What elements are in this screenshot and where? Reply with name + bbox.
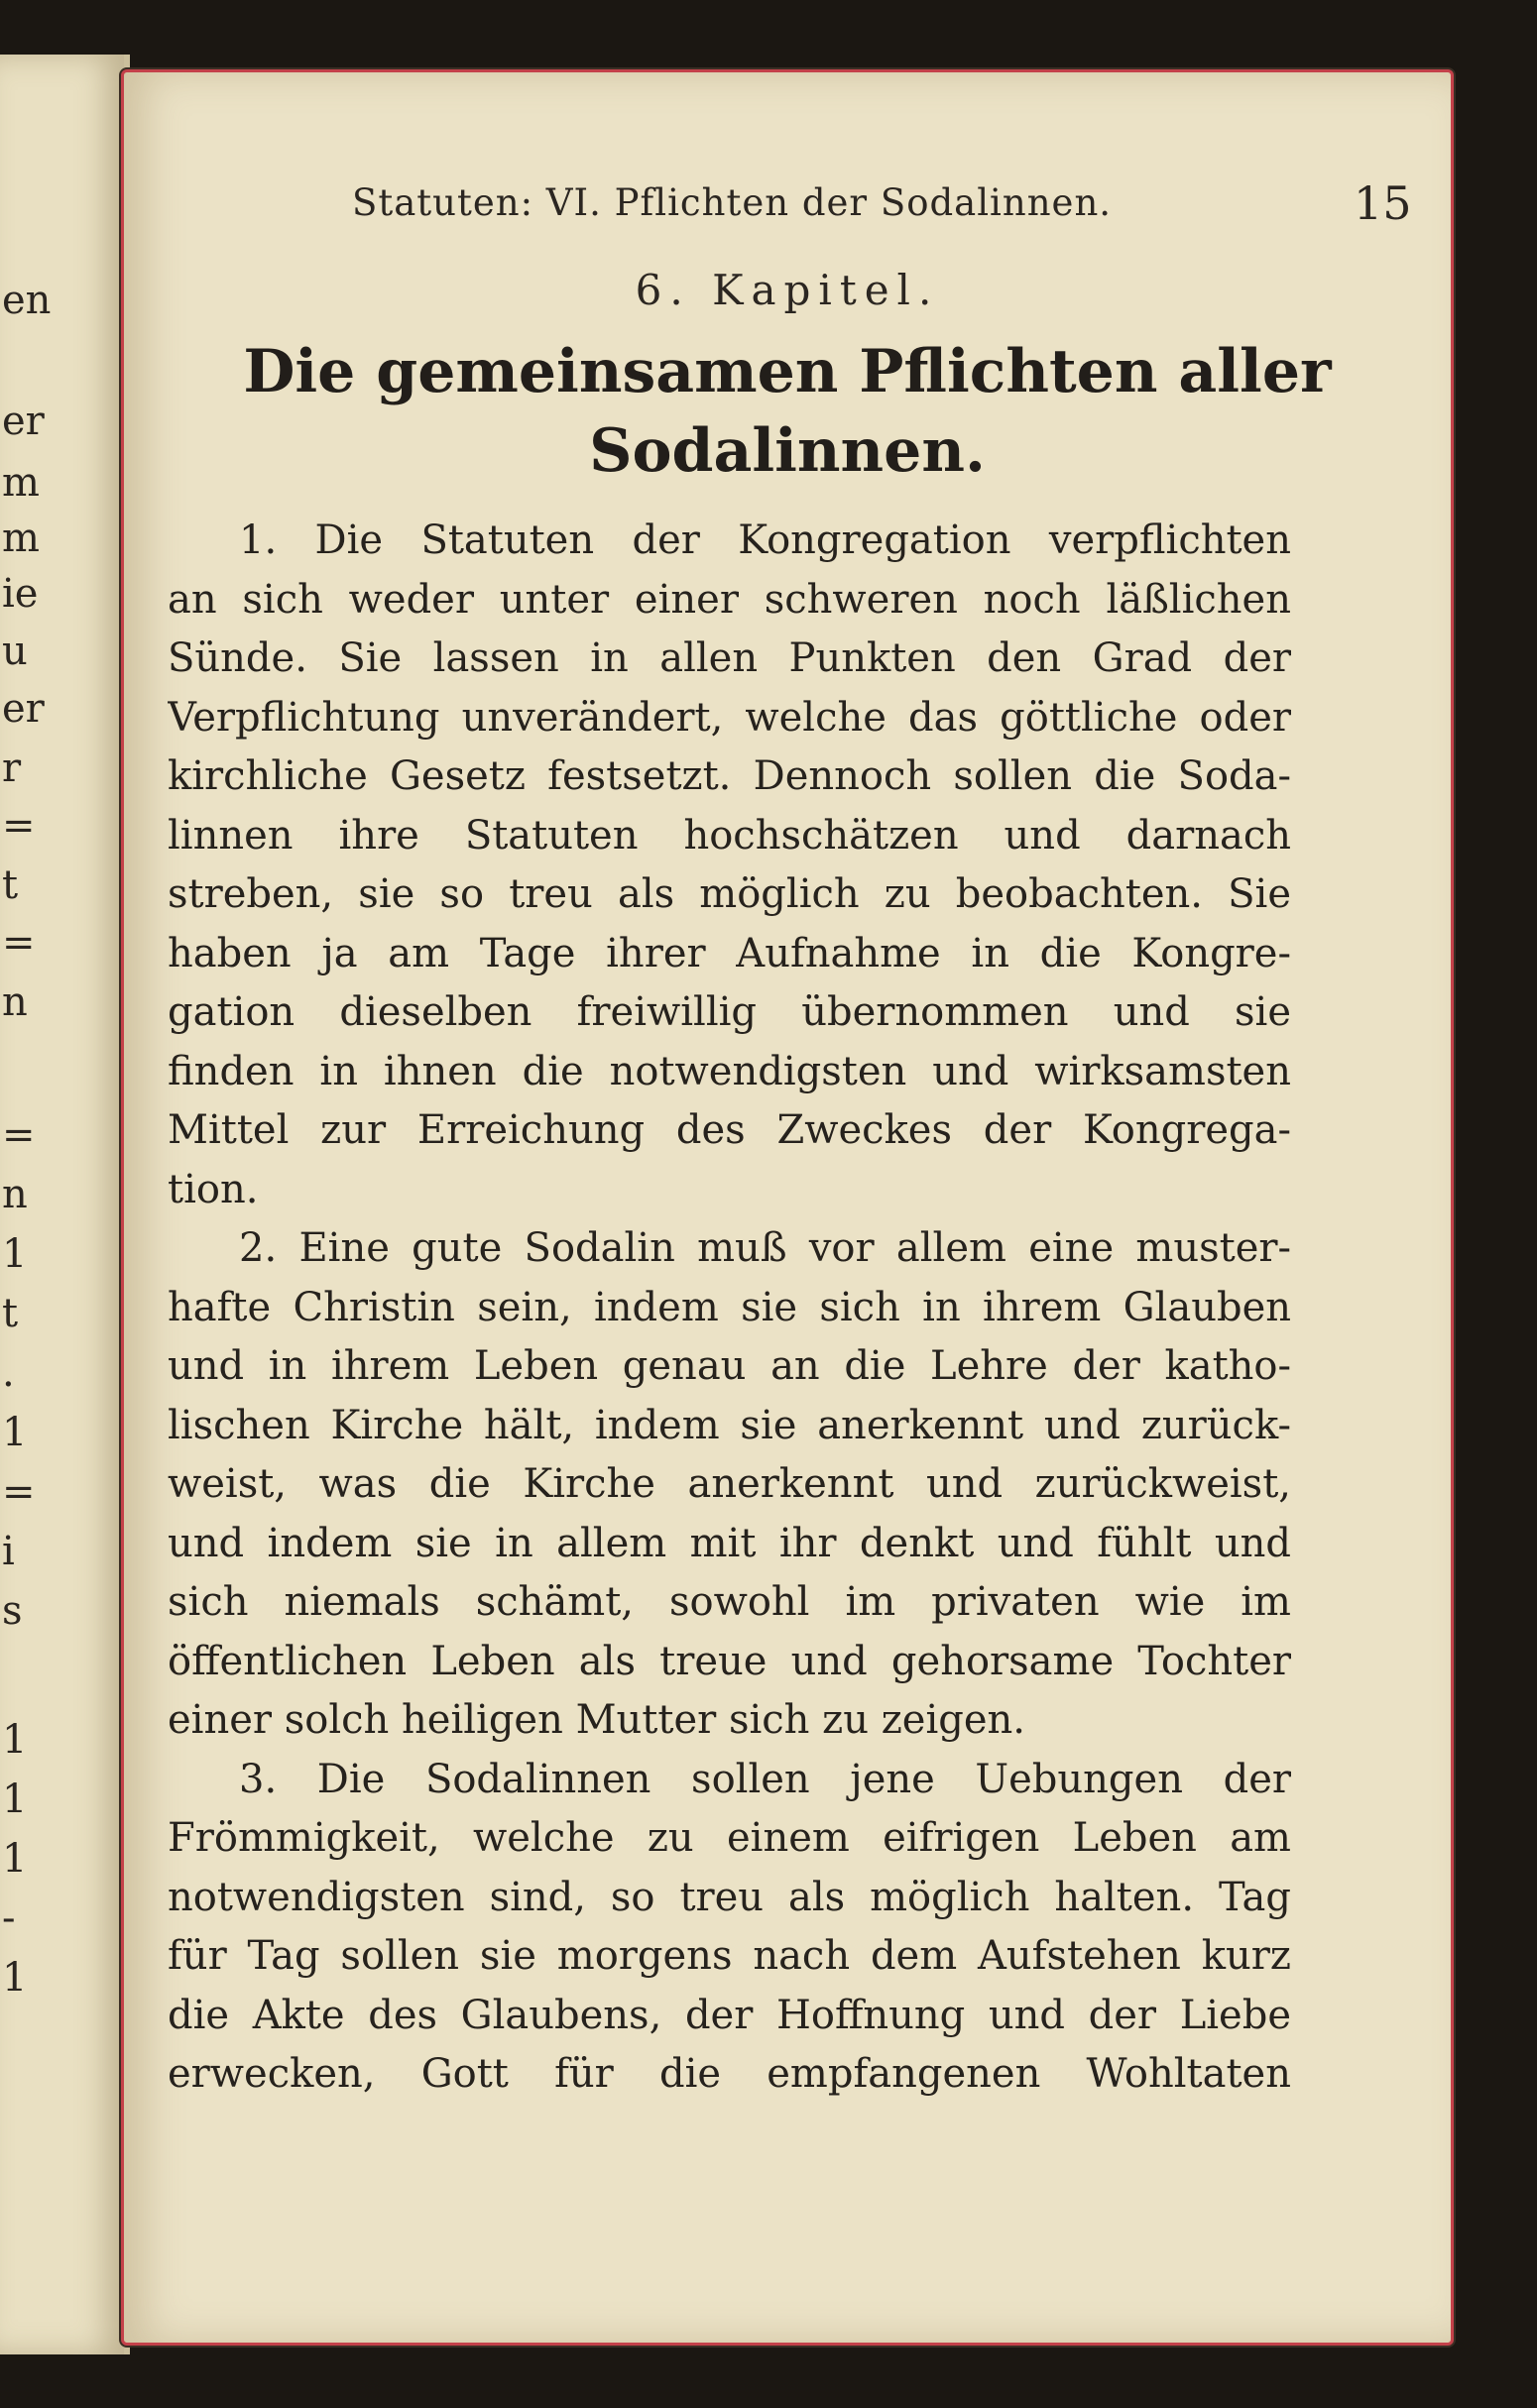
text-line: streben, sie so treu als möglich zu beobachten. Sie <box>168 871 1291 917</box>
left-page-fragment: = <box>2 920 36 966</box>
chapter-title-line: Die gemeinsamen Pflichten aller <box>243 337 1332 406</box>
left-page-fragment: 1 <box>2 1955 28 2001</box>
text-line: hafte Christin sein, indem sie sich in ihrem Glauben <box>168 1284 1291 1330</box>
text-line: kirchliche Gesetz festsetzt. Dennoch sollen die Soda- <box>168 753 1291 799</box>
left-page-fragment: t <box>2 1291 19 1336</box>
left-page-fragment: m <box>2 460 40 506</box>
paragraph-3 <box>168 1751 1291 2105</box>
left-page-fragment: = <box>2 803 36 849</box>
text-line: und in ihrem Leben genau an die Lehre der katho- <box>168 1343 1291 1389</box>
left-page-fragment: r <box>2 745 22 791</box>
book-page <box>121 69 1454 2346</box>
left-page-fragment: 1 <box>2 1777 28 1822</box>
text-line: finden in ihnen die notwendigsten und wirksamsten <box>168 1048 1291 1094</box>
left-page-fragment: en <box>2 278 52 323</box>
text-line: und indem sie in allem mit ihr denkt und fühlt und <box>168 1520 1291 1566</box>
text-line: einer solch heiligen Mutter sich zu zeigen. <box>168 1697 1025 1743</box>
text-line: öffentlichen Leben als treue und gehorsame Tochter <box>168 1638 1291 1684</box>
text-line: 3. Die Sodalinnen sollen jene Uebungen der <box>239 1756 1291 1802</box>
chapter-title <box>124 332 1451 491</box>
text-line: Sünde. Sie lassen in allen Punkten den Grad der <box>168 635 1291 681</box>
left-page-fragment: m <box>2 516 40 561</box>
text-line: die Akte des Glaubens, der Hoffnung und der Liebe <box>168 1992 1291 2038</box>
body-text <box>168 512 1291 2105</box>
left-page-fragment: ie <box>2 571 39 617</box>
left-page-fragment: s <box>2 1588 23 1634</box>
text-line: für Tag sollen sie morgens nach dem Aufstehen kurz <box>168 1933 1291 1979</box>
text-line: sich niemals schämt, sowohl im privaten wie im <box>168 1579 1291 1625</box>
running-head: Statuten: VI. Pflichten der Sodalinnen. <box>352 181 1113 224</box>
text-line: tion. <box>168 1166 259 1212</box>
text-line: 1. Die Statuten der Kongregation verpflichten <box>239 517 1291 563</box>
text-line: lischen Kirche hält, indem sie anerkennt und zurück- <box>168 1402 1291 1448</box>
paragraph-1 <box>168 512 1291 1219</box>
left-page-fragment: . <box>2 1350 15 1396</box>
left-page-fragment: 1 <box>2 1231 28 1277</box>
text-line: Frömmigkeit, welche zu einem eifrigen Leben am <box>168 1815 1291 1861</box>
paragraph-2 <box>168 1219 1291 1751</box>
left-page-fragment: t <box>2 862 19 908</box>
text-line: Verpflichtung unverändert, welche das göttliche oder <box>168 694 1291 741</box>
left-page-fragment: er <box>2 686 45 732</box>
left-page-fragment: = <box>2 1469 36 1515</box>
text-line: gation dieselben freiwillig übernommen und sie <box>168 989 1291 1035</box>
left-page-fragment: 1 <box>2 1410 28 1455</box>
text-line: haben ja am Tage ihrer Aufnahme in die Kongre- <box>168 930 1291 976</box>
left-page-edge <box>0 55 130 2354</box>
text-line: Mittel zur Erreichung des Zweckes der Kongrega- <box>168 1107 1291 1153</box>
text-line: erwecken, Gott für die empfangenen Wohltaten <box>168 2051 1291 2097</box>
page-number: 15 <box>1354 176 1412 230</box>
left-page-fragment: er <box>2 399 45 444</box>
left-page-fragment: - <box>2 1895 16 1941</box>
left-page-fragment: i <box>2 1529 15 1574</box>
text-line: 2. Eine gute Sodalin muß vor allem eine muster- <box>239 1225 1291 1271</box>
left-page-fragment: n <box>2 979 28 1025</box>
left-page-fragment: = <box>2 1112 36 1158</box>
left-page-fragment: 1 <box>2 1836 28 1882</box>
left-page-fragment: u <box>2 629 28 674</box>
chapter-label: 6. Kapitel. <box>635 266 940 314</box>
left-page-fragment: 1 <box>2 1717 28 1763</box>
left-page-fragment: n <box>2 1172 28 1217</box>
text-line: notwendigsten sind, so treu als möglich halten. Tag <box>168 1874 1291 1920</box>
chapter-title-line: Sodalinnen. <box>589 416 986 486</box>
text-line: linnen ihre Statuten hochschätzen und darnach <box>168 812 1291 859</box>
text-line: an sich weder unter einer schweren noch läßlichen <box>168 576 1291 623</box>
text-line: weist, was die Kirche anerkennt und zurückweist, <box>168 1461 1291 1507</box>
